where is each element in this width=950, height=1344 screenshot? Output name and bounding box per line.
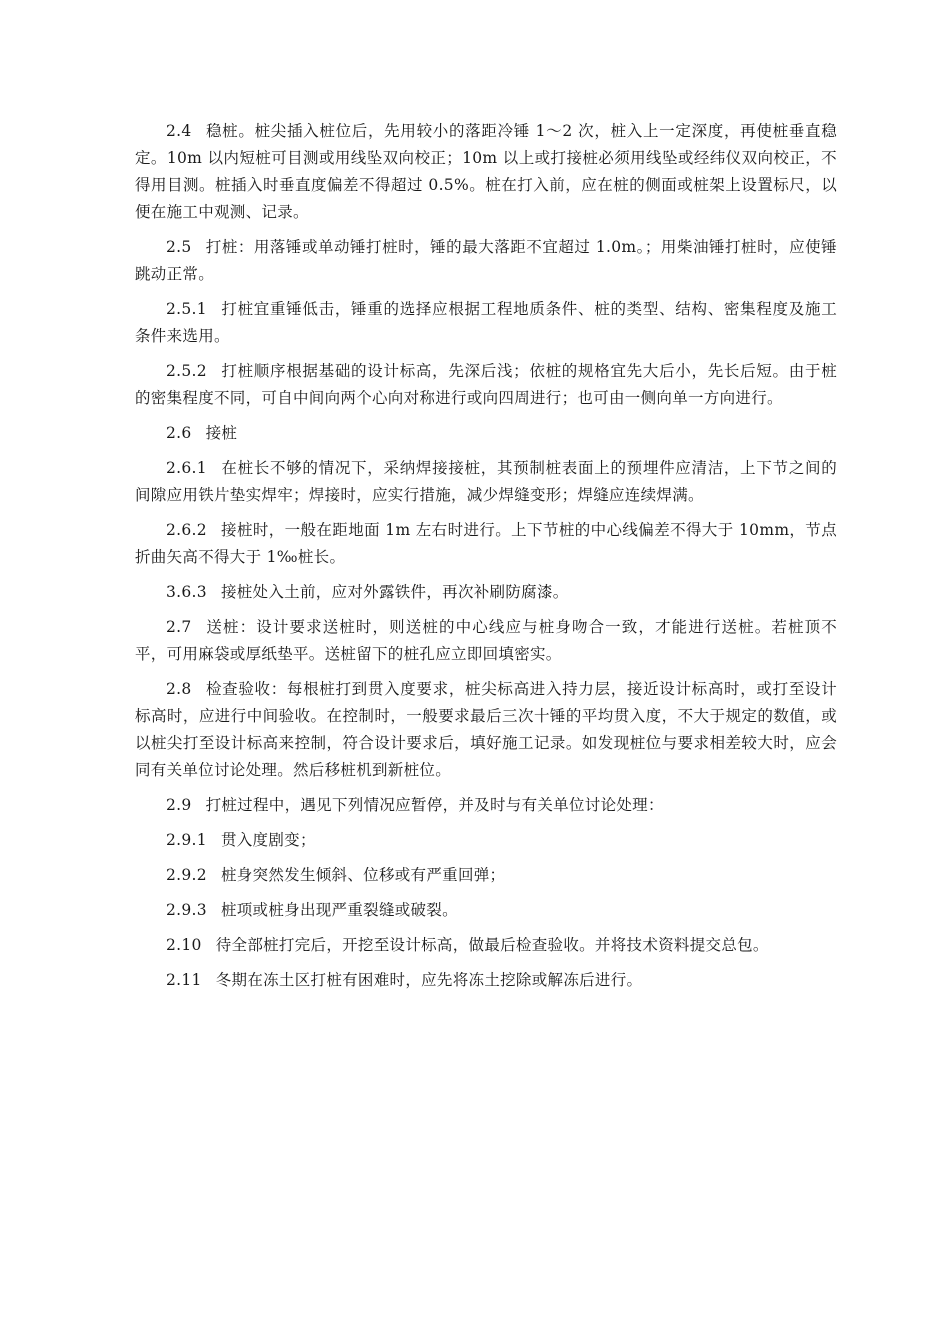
paragraph-text: 送桩：设计要求送桩时，则送桩的中心线应与桩身吻合一致，才能进行送桩。若桩顶不平，可用麻袋或厚纸垫平。送桩留下的桩孔应立即回填密实。 [135, 618, 837, 663]
paragraph-2-5 [135, 234, 837, 288]
paragraph-text: 待全部桩打完后，开挖至设计标高，做最后检查验收。并将技术资料提交总包。 [215, 936, 769, 954]
paragraph-2-7 [135, 614, 837, 668]
paragraph-text: 稳桩。桩尖插入桩位后，先用较小的落距冷锤 1～2 次，桩入上一定深度，再使桩垂直稳定。10m 以内短桩可目测或用线坠双向校正；10m 以上或打接桩必须用线坠或经纬仪双向校正，不得用目测。桩插入时垂直度偏差不得超过 0.5%。桩在打入前，应在桩的侧面或桩架上设置标尺，以便在施工中观测、记录。 [135, 122, 837, 221]
paragraph-text: 桩项或桩身出现严重裂缝或破裂。 [220, 901, 458, 919]
section-number: 3.6.3 [166, 583, 207, 601]
paragraph-2-5-1 [135, 296, 837, 350]
paragraph-text: 在桩长不够的情况下，采纳焊接接桩，其预制桩表面上的预埋件应清洁，上下节之间的间隙应用铁片垫实焊牢；焊接时，应实行措施，减少焊缝变形；焊缝应连续焊满。 [135, 459, 837, 504]
paragraph-2-6 [135, 420, 837, 447]
paragraph-2-10 [135, 932, 837, 959]
section-number: 2.5.1 [166, 300, 207, 318]
paragraph-2-9-1 [135, 827, 837, 854]
paragraph-text: 检查验收：每根桩打到贯入度要求，桩尖标高进入持力层，接近设计标高时，或打至设计标高时，应进行中间验收。在控制时，一般要求最后三次十锤的平均贯入度，不大于规定的数值，或以桩尖打至设计标高来控制，符合设计要求后，填好施工记录。如发现桩位与要求相差较大时，应会同有关单位讨论处理。然后移桩机到新桩位。 [135, 680, 837, 779]
paragraph-text: 接桩时，一般在距地面 1m 左右时进行。上下节桩的中心线偏差不得大于 10mm，节点折曲矢高不得大于 1‰桩长。 [135, 521, 837, 566]
paragraph-2-9-2 [135, 862, 837, 889]
paragraph-text: 贯入度剧变； [220, 831, 316, 849]
section-number: 2.10 [166, 936, 202, 954]
paragraph-2-6-2 [135, 517, 837, 571]
paragraph-text: 接桩 [205, 424, 238, 442]
section-number: 2.6 [166, 424, 192, 442]
document-body [135, 118, 837, 1002]
paragraph-text: 打桩顺序根据基础的设计标高，先深后浅；依桩的规格宜先大后小，先长后短。由于桩的密集程度不同，可自中间向两个心向对称进行或向四周进行；也可由一侧向单一方向进行。 [135, 362, 837, 407]
section-number: 2.5.2 [166, 362, 207, 380]
paragraph-2-4 [135, 118, 837, 226]
paragraph-text: 打桩过程中，遇见下列情况应暂停，并及时与有关单位讨论处理： [205, 796, 664, 814]
section-number: 2.6.2 [166, 521, 207, 539]
paragraph-text: 冬期在冻土区打桩有困难时，应先将冻土挖除或解冻后进行。 [215, 971, 643, 989]
section-number: 2.9.1 [166, 831, 207, 849]
paragraph-2-5-2 [135, 358, 837, 412]
paragraph-text: 打桩：用落锤或单动锤打桩时，锤的最大落距不宜超过 1.0m。；用柴油锤打桩时，应使锤跳动正常。 [135, 238, 837, 283]
section-number: 2.7 [166, 618, 192, 636]
section-number: 2.6.1 [166, 459, 207, 477]
section-number: 2.9 [166, 796, 192, 814]
paragraph-2-9-3 [135, 897, 837, 924]
section-number: 2.5 [166, 238, 192, 256]
paragraph-3-6-3 [135, 579, 837, 606]
paragraph-2-9 [135, 792, 837, 819]
paragraph-text: 桩身突然发生倾斜、位移或有严重回弹； [220, 866, 506, 884]
section-number: 2.11 [166, 971, 202, 989]
paragraph-2-11 [135, 967, 837, 994]
paragraph-text: 打桩宜重锤低击，锤重的选择应根据工程地质条件、桩的类型、结构、密集程度及施工条件来选用。 [135, 300, 837, 345]
section-number: 2.4 [166, 122, 192, 140]
paragraph-2-6-1 [135, 455, 837, 509]
section-number: 2.9.3 [166, 901, 207, 919]
paragraph-text: 接桩处入土前，应对外露铁件，再次补刷防腐漆。 [220, 583, 569, 601]
paragraph-2-8 [135, 676, 837, 784]
section-number: 2.8 [166, 680, 192, 698]
section-number: 2.9.2 [166, 866, 207, 884]
